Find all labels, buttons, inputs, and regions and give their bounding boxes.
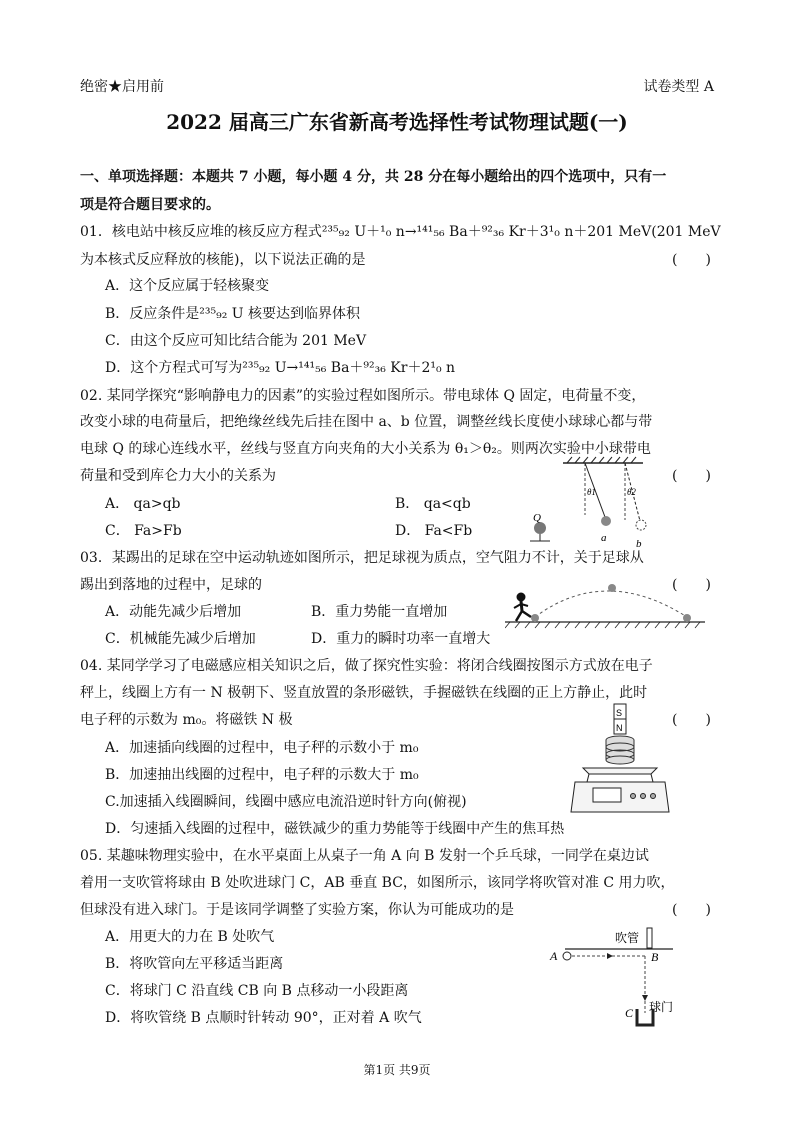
q4-stem-line2: 秤上，线圈上方有一 N 极朝下、竖直放置的条形磁铁，手握磁铁在线圈的正上方静止，此时 [80, 685, 648, 701]
q1-option-b: B．反应条件是²³⁵₉₂ U 核要达到临界体积 [105, 306, 361, 322]
q3-option-b: B．重力势能一直增加 [311, 604, 448, 620]
q2-label-q: Q [533, 512, 541, 524]
q4-electronic-scale [571, 768, 669, 812]
q2-option-c: C． Fa>Fb [105, 523, 182, 539]
header-paper-type: 试卷类型 A [643, 79, 714, 95]
q5-table-figure [545, 925, 680, 1035]
q1-stem-line1: 01．核电站中核反应堆的核反应方程式²³⁵₉₂ U＋¹₀ n→¹⁴¹₅₆ Ba＋⁹²₃₆ Kr＋3¹₀ n＋201 MeV(201 MeV [80, 224, 721, 240]
q3-answer-paren: ( ) [672, 577, 711, 593]
q5-option-d: D．将吹管绕 B 点顺时针转动 90°，正对着 A 吹气 [105, 1010, 422, 1026]
q2-ball-a [601, 516, 611, 526]
q2-answer-paren: ( ) [672, 468, 711, 484]
page-title: 2022 届高三广东省新高考选择性考试物理试题(一) [166, 110, 628, 134]
q3-ball-start [531, 614, 539, 622]
q3-option-d: D．重力的瞬时功率一直增大 [311, 631, 491, 647]
q5-label-goal: 球门 [649, 1000, 674, 1014]
q4-magnet-label-n: N [616, 723, 623, 733]
q4-magnet-label-s: S [616, 708, 623, 718]
q3-ball-landing [683, 614, 691, 622]
q4-coil [606, 736, 634, 764]
q1-stem-line2: 为本核式反应释放的核能)，以下说法正确的是 [80, 252, 366, 268]
header-confidential: 绝密★启用前 [80, 79, 164, 95]
q2-option-d: D． Fa<Fb [395, 523, 473, 539]
q5-blowpipe [647, 928, 652, 948]
q2-stem-line2: 改变小球的电荷量后，把绝缘丝线先后挂在图中 a、b 位置，调整丝线长度使小球球心都与带 [80, 414, 653, 430]
q4-stem-line3: 电子秤的示数为 m₀。将磁铁 N 极 [80, 712, 293, 728]
q2-ball-b [636, 520, 646, 530]
q2-option-a: A． qa>qb [105, 496, 181, 512]
q5-option-c: C．将球门 C 沿直线 CB 向 B 点移动一小段距离 [105, 983, 409, 999]
q4-option-a: A．加速插向线圈的过程中，电子秤的示数小于 m₀ [105, 740, 419, 756]
q5-stem-line1: 05. 某趣味物理实验中，在水平桌面上从桌子一角 A 向 B 发射一个乒乓球，一同学在桌边试 [80, 848, 649, 864]
q5-label-a: A [550, 949, 558, 963]
q5-stem-line2: 着用一支吹管将球由 B 处吹进球门 C，AB 垂直 BC，如图所示，该同学将吹管对准 C 用力吹， [80, 875, 675, 891]
q3-option-a: A．动能先减少后增加 [105, 604, 242, 620]
q5-pingpong-ball [563, 952, 571, 960]
q5-option-a: A．用更大的力在 B 处吹气 [105, 929, 275, 945]
section-heading-line2: 项是符合题目要求的。 [80, 197, 220, 213]
q3-trajectory-figure [505, 575, 710, 635]
q4-scale-magnet-figure [565, 702, 675, 822]
section-heading-line1: 一、单项选择题：本题共 7 小题，每小题 4 分，共 28 分在每小题给出的四个选项中，只有一 [80, 169, 667, 185]
page-footer: 第1页 共9页 [363, 1063, 431, 1077]
q5-label-b: B [651, 950, 659, 964]
q4-answer-paren: ( ) [672, 712, 711, 728]
q3-ball-apex [608, 584, 616, 592]
q4-option-b: B．加速抽出线圈的过程中，电子秤的示数大于 m₀ [105, 767, 419, 783]
q2-label-b: b [636, 538, 642, 550]
q5-answer-paren: ( ) [672, 902, 711, 918]
q2-stem-line1: 02. 某同学探究“影响静电力的因素”的实验过程如图所示。带电球体 Q 固定，电荷量不变， [80, 388, 646, 404]
q2-label-a: a [601, 532, 607, 544]
q2-stem-line4: 荷量和受到库仑力大小的关系为 [80, 468, 276, 484]
q1-option-c: C．由这个反应可知比结合能为 201 MeV [105, 333, 367, 349]
q3-option-c: C．机械能先减少后增加 [105, 631, 256, 647]
q2-label-theta2: θ2 [627, 487, 636, 497]
q2-electrostatic-figure [525, 455, 675, 550]
q3-stem-line1: 03．某踢出的足球在空中运动轨迹如图所示，把足球视为质点，空气阻力不计，关于足球从 [80, 550, 644, 566]
q2-option-b: B． qa<qb [395, 496, 471, 512]
q5-option-b: B．将吹管向左平移适当距离 [105, 956, 284, 972]
q1-option-d: D．这个方程式可写为²³⁵₉₂ U→¹⁴¹₅₆ Ba＋⁹²₃₆ Kr＋2¹₀ n [105, 360, 456, 376]
q4-option-d: D．匀速插入线圈的过程中，磁铁减少的重力势能等于线圈中产生的焦耳热 [105, 821, 565, 837]
q5-label-blowpipe: 吹管 [615, 931, 640, 945]
q4-option-c: C.加速插入线圈瞬间，线圈中感应电流沿逆时针方向(俯视) [105, 794, 467, 810]
q5-stem-line3: 但球没有进入球门。于是该同学调整了实验方案，你认为可能成功的是 [80, 902, 514, 918]
q3-stem-line2: 踢出到落地的过程中，足球的 [80, 577, 262, 593]
q4-stem-line1: 04. 某同学学习了电磁感应相关知识之后，做了探究性实验：将闭合线圈按图示方式放在电子 [80, 658, 653, 674]
q3-kicker-figure [514, 593, 531, 621]
q2-stem-line3: 电球 Q 的球心连线水平，丝线与竖直方向夹角的大小关系为 θ₁＞θ₂。则两次实验中小球带电 [80, 441, 651, 457]
q1-answer-paren: ( ) [672, 252, 711, 268]
q1-option-a: A．这个反应属于轻核聚变 [105, 278, 270, 294]
q2-label-theta1: θ1 [587, 487, 596, 497]
q5-label-c: C [625, 1006, 634, 1020]
